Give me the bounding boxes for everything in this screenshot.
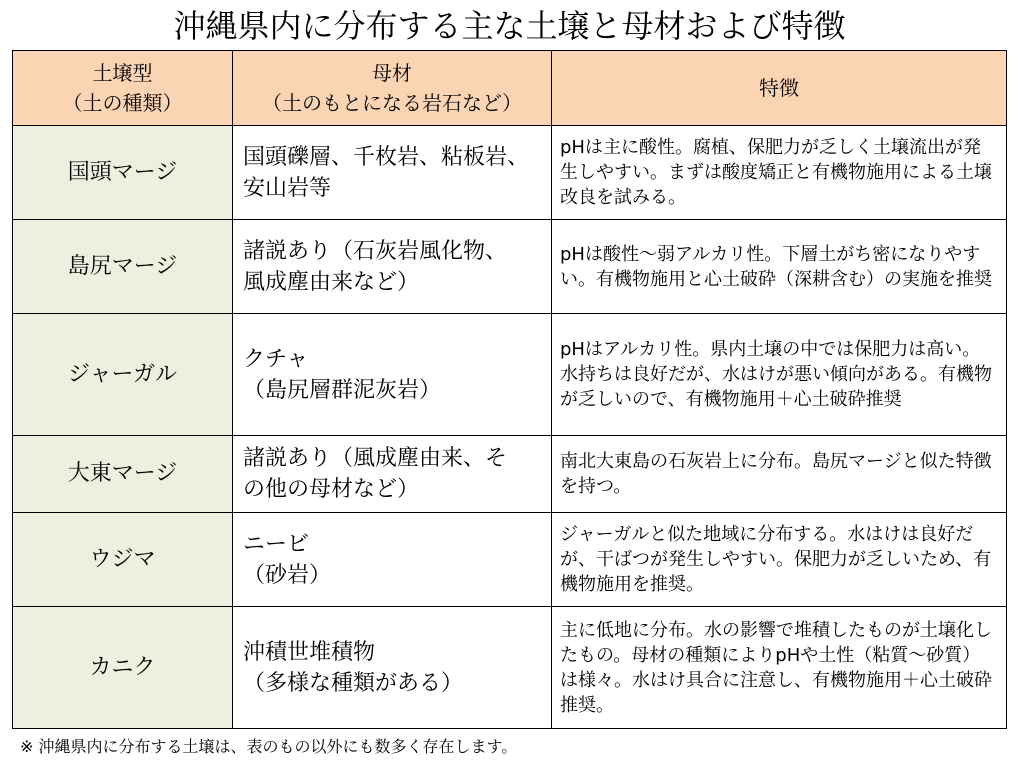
features-cell: pHはアルカリ性。県内土壌の中では保肥力は高い。水持ちは良好だが、水はけが悪い傾向がある。有機物が乏しいので、有機物施用＋心土破砕推奨	[552, 314, 1007, 436]
features-cell: ジャーガルと似た地域に分布する。水はけは良好だが、干ばつが発生しやすい。保肥力が乏しいため、有機物施用を推奨。	[552, 513, 1007, 607]
parent-material-cell: ニービ （砂岩）	[233, 513, 552, 607]
header-parent-material	[233, 51, 552, 126]
parent-material-cell: 国頭礫層、千枚岩、粘板岩、 安山岩等	[233, 126, 552, 220]
parent-material-cell: クチャ （島尻層群泥灰岩）	[233, 314, 552, 436]
table-row	[13, 220, 1007, 314]
header-soil-type	[13, 51, 233, 126]
table-row	[13, 513, 1007, 607]
parent-material-cell: 沖積世堆積物 （多様な種類がある）	[233, 607, 552, 729]
footnote: ※ 沖縄県内に分布する土壌は、表のもの以外にも数多く存在します。	[20, 737, 518, 756]
table-row	[13, 314, 1007, 436]
features-cell: pHは主に酸性。腐植、保肥力が乏しく土壌流出が発生しやすい。まずは酸度矯正と有機物施用による土壌改良を試みる。	[552, 126, 1007, 220]
header-parent-material-line1: 母材	[372, 61, 412, 85]
header-features: 特徴	[552, 51, 1007, 126]
features-cell: 主に低地に分布。水の影響で堆積したものが土壌化したもの。母材の種類によりpHや土性（粘質～砂質）は様々。水はけ具合に注意し、有機物施用＋心土破砕推奨。	[552, 607, 1007, 729]
features-cell: 南北大東島の石灰岩上に分布。島尻マージと似た特徴を持つ。	[552, 436, 1007, 513]
parent-material-cell: 諸説あり（風成塵由来、そ の他の母材など）	[233, 436, 552, 513]
header-parent-material-line2: （土のもとになる岩石など）	[262, 91, 522, 115]
table-row	[13, 607, 1007, 729]
header-soil-type-line1: 土壌型	[92, 61, 153, 85]
page-title: 沖縄県内に分布する主な土壌と母材および特徴	[173, 7, 846, 45]
soil-type-cell: カニク	[13, 607, 233, 729]
soil-table	[12, 50, 1007, 729]
soil-type-cell: ウジマ	[13, 513, 233, 607]
table-row	[13, 436, 1007, 513]
soil-type-cell: 国頭マージ	[13, 126, 233, 220]
soil-type-cell: ジャーガル	[13, 314, 233, 436]
soil-type-cell: 大東マージ	[13, 436, 233, 513]
table-row	[13, 126, 1007, 220]
features-cell: pHは酸性～弱アルカリ性。下層土がち密になりやすい。有機物施用と心土破砕（深耕含む）の実施を推奨	[552, 220, 1007, 314]
parent-material-cell: 諸説あり（石灰岩風化物、 風成塵由来など）	[233, 220, 552, 314]
table-header-row	[13, 51, 1007, 126]
header-soil-type-line2: （土の種類）	[62, 91, 183, 115]
soil-type-cell: 島尻マージ	[13, 220, 233, 314]
